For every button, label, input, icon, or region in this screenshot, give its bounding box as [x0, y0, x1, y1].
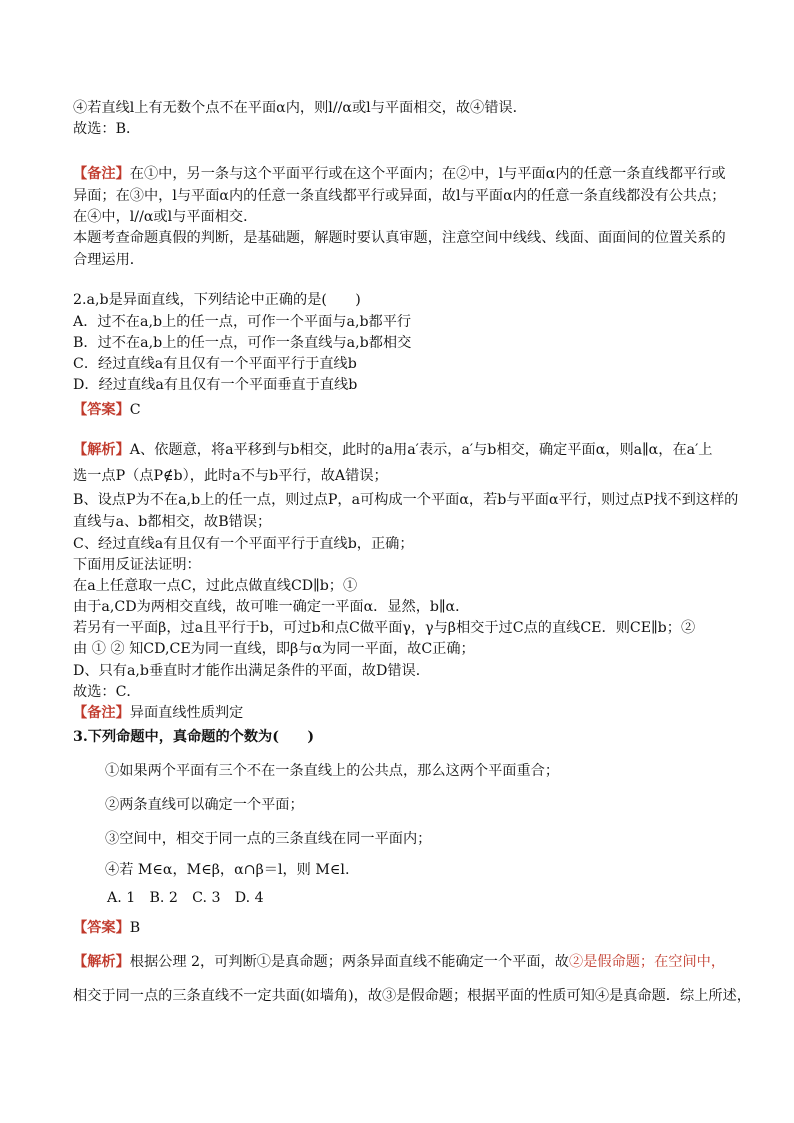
option-d: D．经过直线a有且仅有一个平面垂直于直线b	[73, 377, 358, 393]
analysis-tag: 【解析】	[73, 442, 130, 458]
text-line: 本题考查命题真假的判断，是基础题，解题时要认真审题，注意空间中线线、线面、面面间的位置关系的	[73, 230, 726, 246]
proposition: ③空间中，相交于同一点的三条直线在同一平面内；	[105, 831, 432, 847]
proposition: ④若 M∈α，M∈β，α∩β＝l，则 M∈l.	[105, 862, 350, 878]
proposition: ②两条直线可以确定一个平面；	[105, 797, 304, 813]
note-line	[73, 703, 243, 723]
text-line: ④若直线l上有无数个点不在平面α内，则l//α或l与平面相交，故④错误．	[73, 100, 527, 116]
text-line: 由于a,CD为两相交直线，故可唯一确定一平面α．显然，b∥α．	[73, 599, 470, 615]
note-paragraph	[73, 164, 726, 184]
text-line: 根据公理 2，可判断①是真命题；两条异面直线不能确定一个平面，故	[129, 954, 569, 970]
option-a: A．过不在a,b上的任一点，可作一个平面与a,b都平行	[73, 314, 412, 330]
note-tag: 【备注】	[73, 166, 130, 182]
text-line: 下面用反证法证明：	[73, 557, 201, 573]
text-line: 由 ① ② 知CD,CE为同一直线，即β与α为同一平面，故C正确；	[73, 641, 475, 657]
text-line: 在④中，l//α或l与平面相交．	[73, 209, 258, 225]
text-line: A、依题意，将a平移到与b相交，此时的a用a′表示，a′与b相交，确定平面α，则a∥α，在a′上	[129, 442, 713, 458]
answer-value: C	[129, 402, 141, 418]
analysis-line	[73, 952, 725, 972]
text-line: 若另有一平面β，过a且平行于b，可过b和点C做平面γ，γ与β相交于过C点的直线CE．则CE∥b；②	[73, 620, 696, 636]
text-line: 直线与a、b都相交，故B错误；	[73, 514, 272, 530]
text-line: C、经过直线a有且仅有一个平面平行于直线b，正确；	[73, 536, 414, 552]
text-line: 合理运用．	[73, 252, 144, 268]
text-line: 在a上任意取一点C，过此点做直线CD∥b；①	[73, 578, 358, 594]
note-tag: 【备注】	[73, 705, 130, 721]
text-line: 故选：B．	[73, 121, 141, 137]
text-line: 故选：C．	[73, 684, 141, 700]
option-b: B．过不在a,b上的任一点，可作一条直线与a,b都相交	[73, 335, 412, 351]
answer-tag: 【答案】	[73, 402, 130, 418]
text-line: 在①中，另一条与这个平面平行或在这个平面内；在②中，l与平面α内的任意一条直线都平行或	[129, 166, 726, 182]
text-line: D、只有a,b垂直时才能作出满足条件的平面，故D错误．	[73, 663, 430, 679]
answer-value: B	[129, 920, 141, 936]
answer-line	[73, 400, 141, 420]
text-line: B、设点P为不在a,b上的任一点，则过点P，a可构成一个平面α，若b与平面α平行，则过点P找不到这样的	[73, 492, 739, 508]
option-c: C．经过直线a有且仅有一个平面平行于直线b	[73, 356, 357, 372]
proposition: ①如果两个平面有三个不在一条直线上的公共点，那么这两个平面重合；	[105, 763, 560, 779]
analysis-tag: 【解析】	[73, 954, 130, 970]
answer-tag: 【答案】	[73, 920, 130, 936]
text-line: 相交于同一点的三条直线不一定共面(如墙角)，故③是假命题；根据平面的性质可知④是真命题．综上所述，	[73, 988, 751, 1004]
text-line: 选一点P（点P∉b），此时a不与b平行，故A错误；	[73, 468, 388, 484]
analysis-line	[73, 440, 713, 460]
options-line: A. 1 B. 2 C. 3 D. 4	[107, 890, 264, 906]
text-line: 异面；在③中，l与平面α内的任意一条直线都平行或异面，故l与平面α内的任意一条直线都没有公共点；	[73, 188, 726, 204]
question-stem: 3.下列命题中，真命题的个数为( )	[73, 729, 315, 745]
question-stem: 2.a,b是异面直线，下列结论中正确的是( )	[73, 292, 361, 308]
answer-line	[73, 918, 140, 938]
note-text: 异面直线性质判定	[129, 705, 244, 721]
highlighted-text: ②是假命题；在空间中，	[568, 954, 726, 970]
